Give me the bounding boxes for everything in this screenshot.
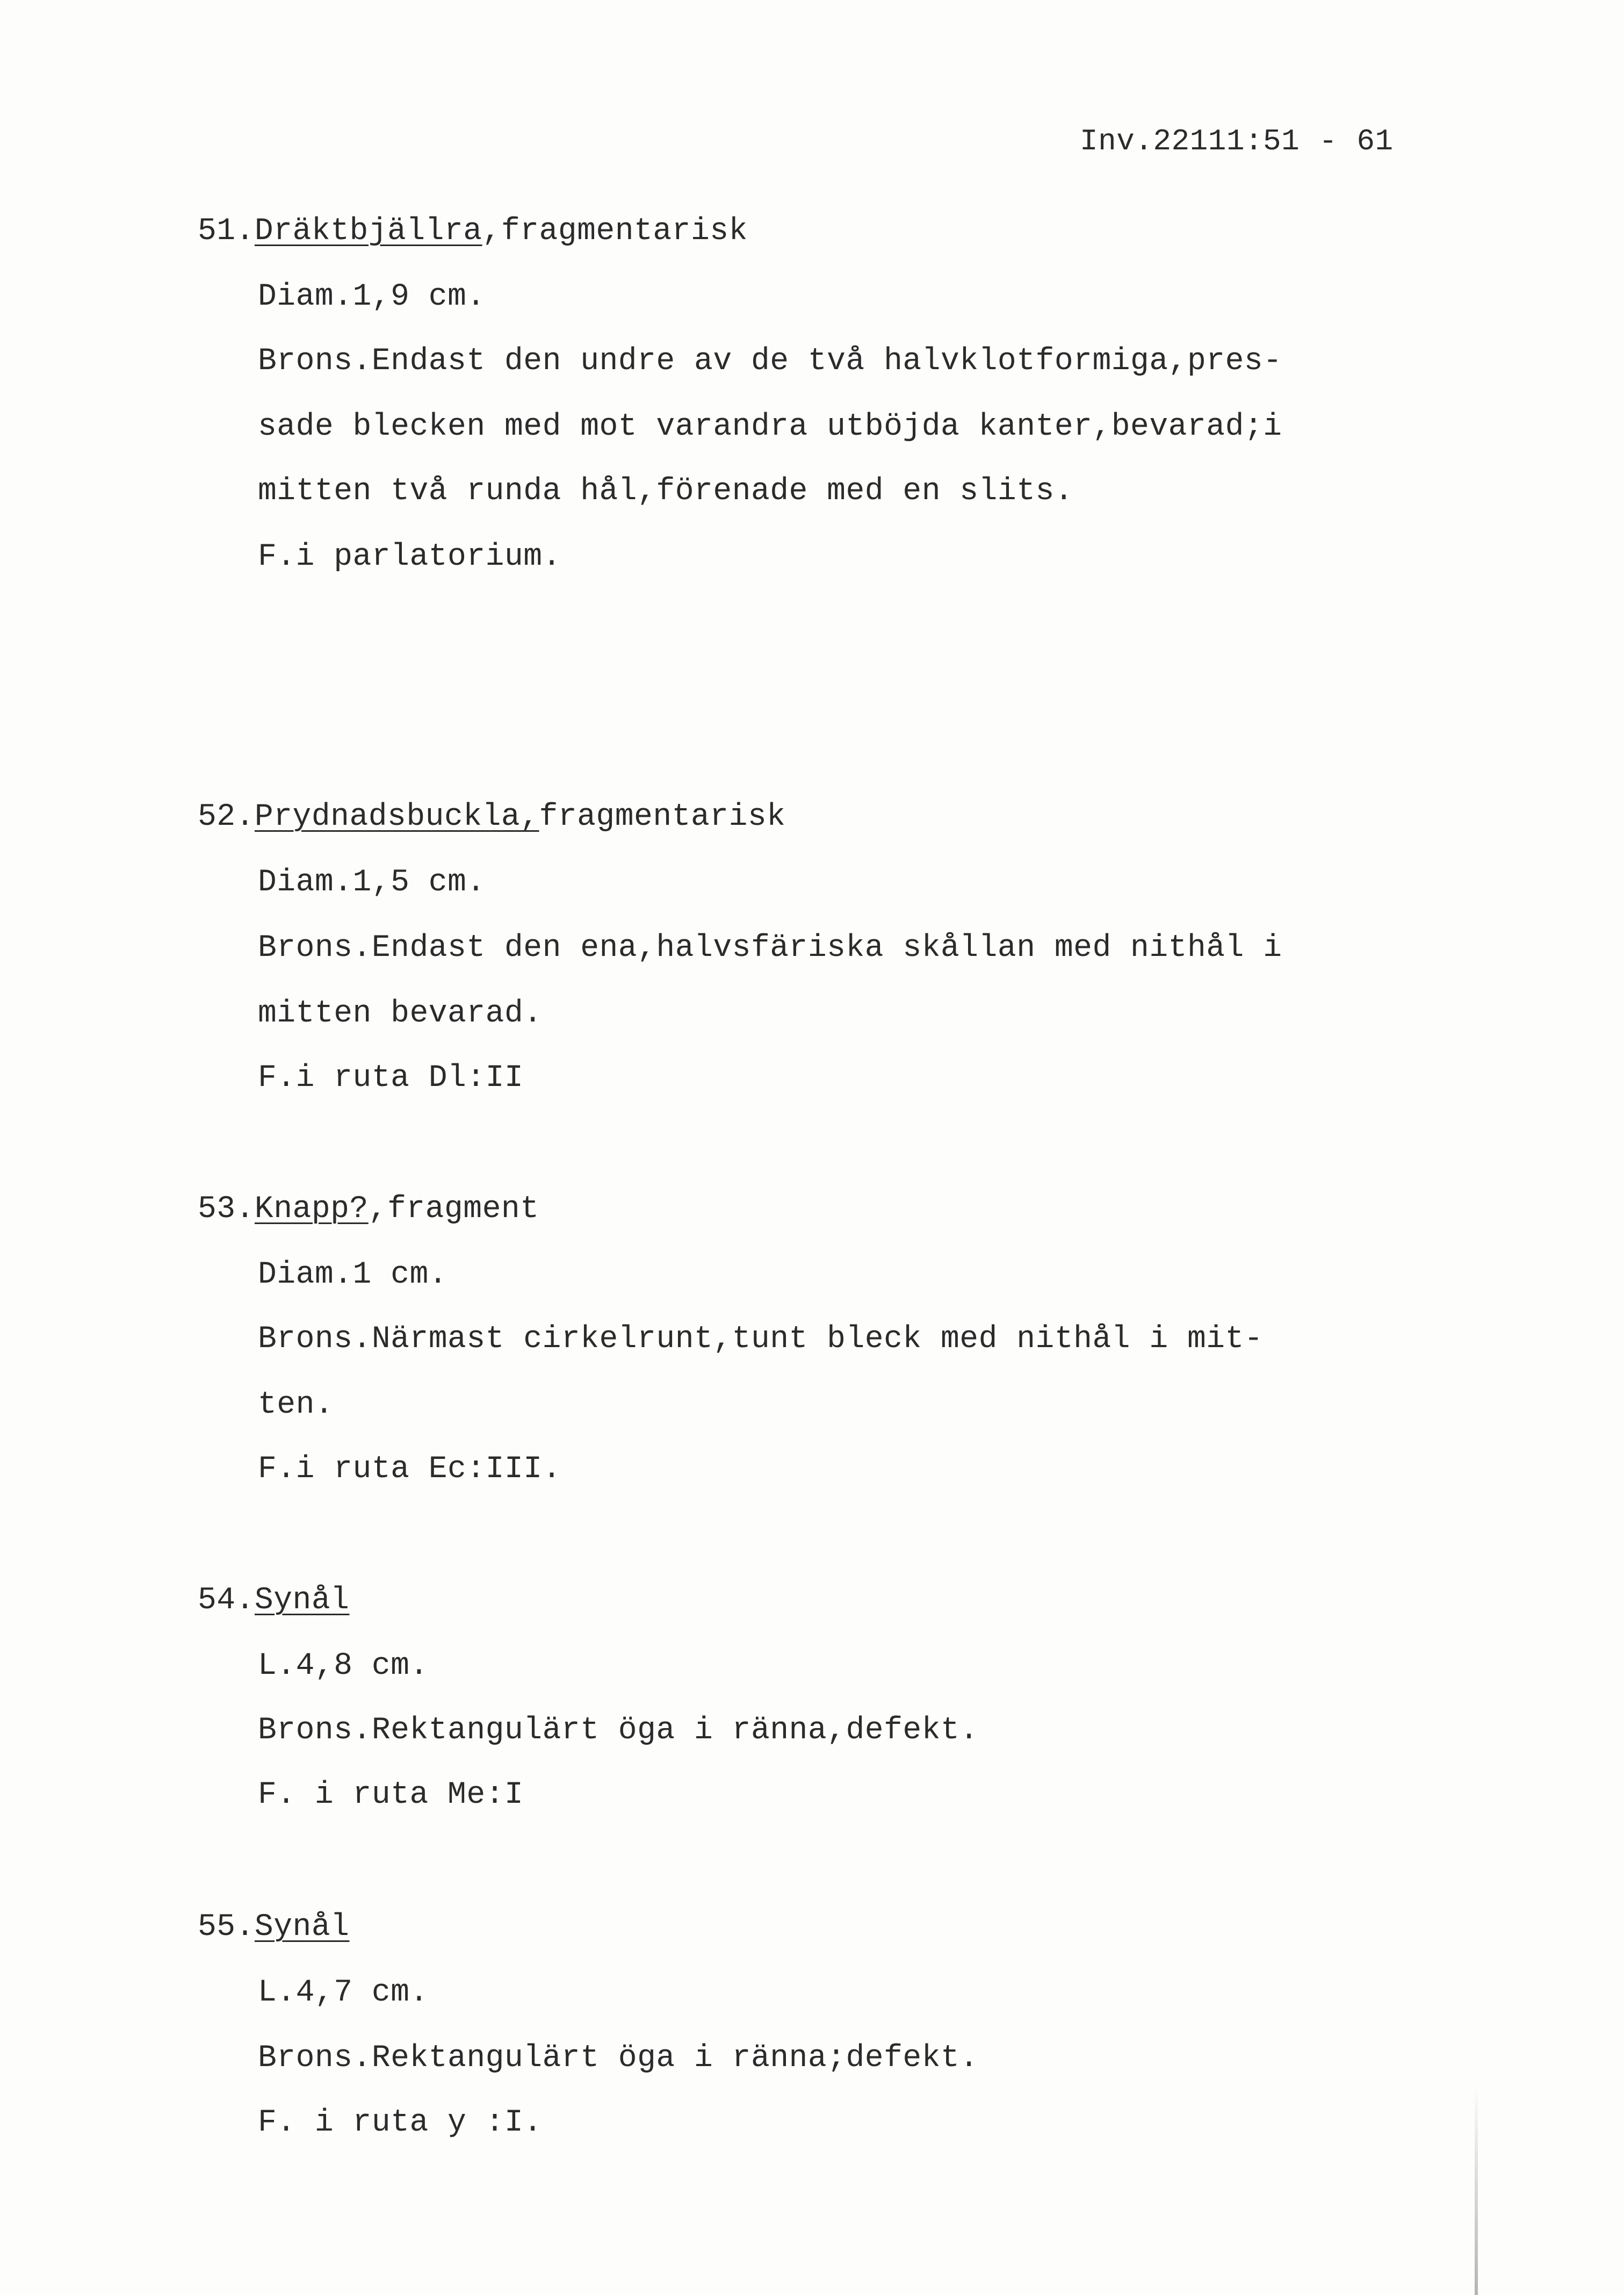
header-dash: - bbox=[1319, 124, 1338, 159]
inventory-number: Inv.22111:51 bbox=[1080, 124, 1300, 159]
entry-53-line-4: F.i ruta Ec:III. bbox=[258, 1452, 561, 1487]
entry-52-heading bbox=[198, 798, 786, 836]
entry-53-heading bbox=[198, 1191, 539, 1228]
entry-55-line-3: F. i ruta y :I. bbox=[258, 2105, 543, 2140]
entry-52-line-3: mitten bevarad. bbox=[258, 996, 543, 1031]
entry-51-line-3: sade blecken med mot varandra utböjda kanter,bevarad;i bbox=[258, 409, 1282, 444]
entry-52-line-4: F.i ruta Dl:II bbox=[258, 1061, 524, 1096]
page-number: 61 bbox=[1356, 124, 1394, 159]
entry-name: Knapp? bbox=[254, 1192, 369, 1227]
entry-51-line-2: Brons.Endast den undre av de två halvklotformiga,pres- bbox=[258, 344, 1282, 379]
entry-suffix: ,fragment bbox=[368, 1192, 539, 1227]
entry-51-line-5: F.i parlatorium. bbox=[258, 539, 561, 574]
entry-number: 55. bbox=[198, 1910, 255, 1945]
entry-name: Dräktbjällra bbox=[254, 214, 482, 249]
entry-name: Synål bbox=[254, 1910, 350, 1945]
entry-number: 52. bbox=[198, 800, 255, 834]
entry-number: 53. bbox=[198, 1192, 255, 1227]
entry-53-line-3: ten. bbox=[258, 1387, 334, 1422]
entry-53-line-2: Brons.Närmast cirkelrunt,tunt bleck med nithål i mit- bbox=[258, 1322, 1264, 1357]
entry-54-line-2: Brons.Rektangulärt öga i ränna,defekt. bbox=[258, 1713, 979, 1748]
entry-51-line-1: Diam.1,9 cm. bbox=[258, 279, 486, 314]
entry-51-heading bbox=[198, 213, 748, 250]
entry-51-line-4: mitten två runda hål,förenade med en slits. bbox=[258, 474, 1074, 509]
entry-54-heading bbox=[198, 1582, 349, 1620]
entry-54-line-3: F. i ruta Me:I bbox=[258, 1778, 524, 1812]
entry-55-heading bbox=[198, 1909, 349, 1946]
entry-52-line-2: Brons.Endast den ena,halvsfäriska skållan med nithål i bbox=[258, 931, 1282, 966]
entry-number: 54. bbox=[198, 1583, 255, 1618]
entry-55-line-1: L.4,7 cm. bbox=[258, 1975, 429, 2010]
entry-52-line-1: Diam.1,5 cm. bbox=[258, 865, 486, 900]
entry-55-line-2: Brons.Rektangulärt öga i ränna;defekt. bbox=[258, 2041, 979, 2076]
entry-number: 51. bbox=[198, 214, 255, 249]
entry-name: Synål bbox=[254, 1583, 350, 1618]
entry-suffix: fragmentarisk bbox=[539, 800, 786, 834]
page-header bbox=[1080, 123, 1394, 160]
entry-suffix: ,fragmentarisk bbox=[482, 214, 748, 249]
entry-53-line-1: Diam.1 cm. bbox=[258, 1257, 448, 1292]
entry-name: Prydnadsbuckla, bbox=[254, 800, 539, 834]
entry-54-line-1: L.4,8 cm. bbox=[258, 1649, 429, 1684]
page-edge-shadow bbox=[1475, 2085, 1478, 2295]
